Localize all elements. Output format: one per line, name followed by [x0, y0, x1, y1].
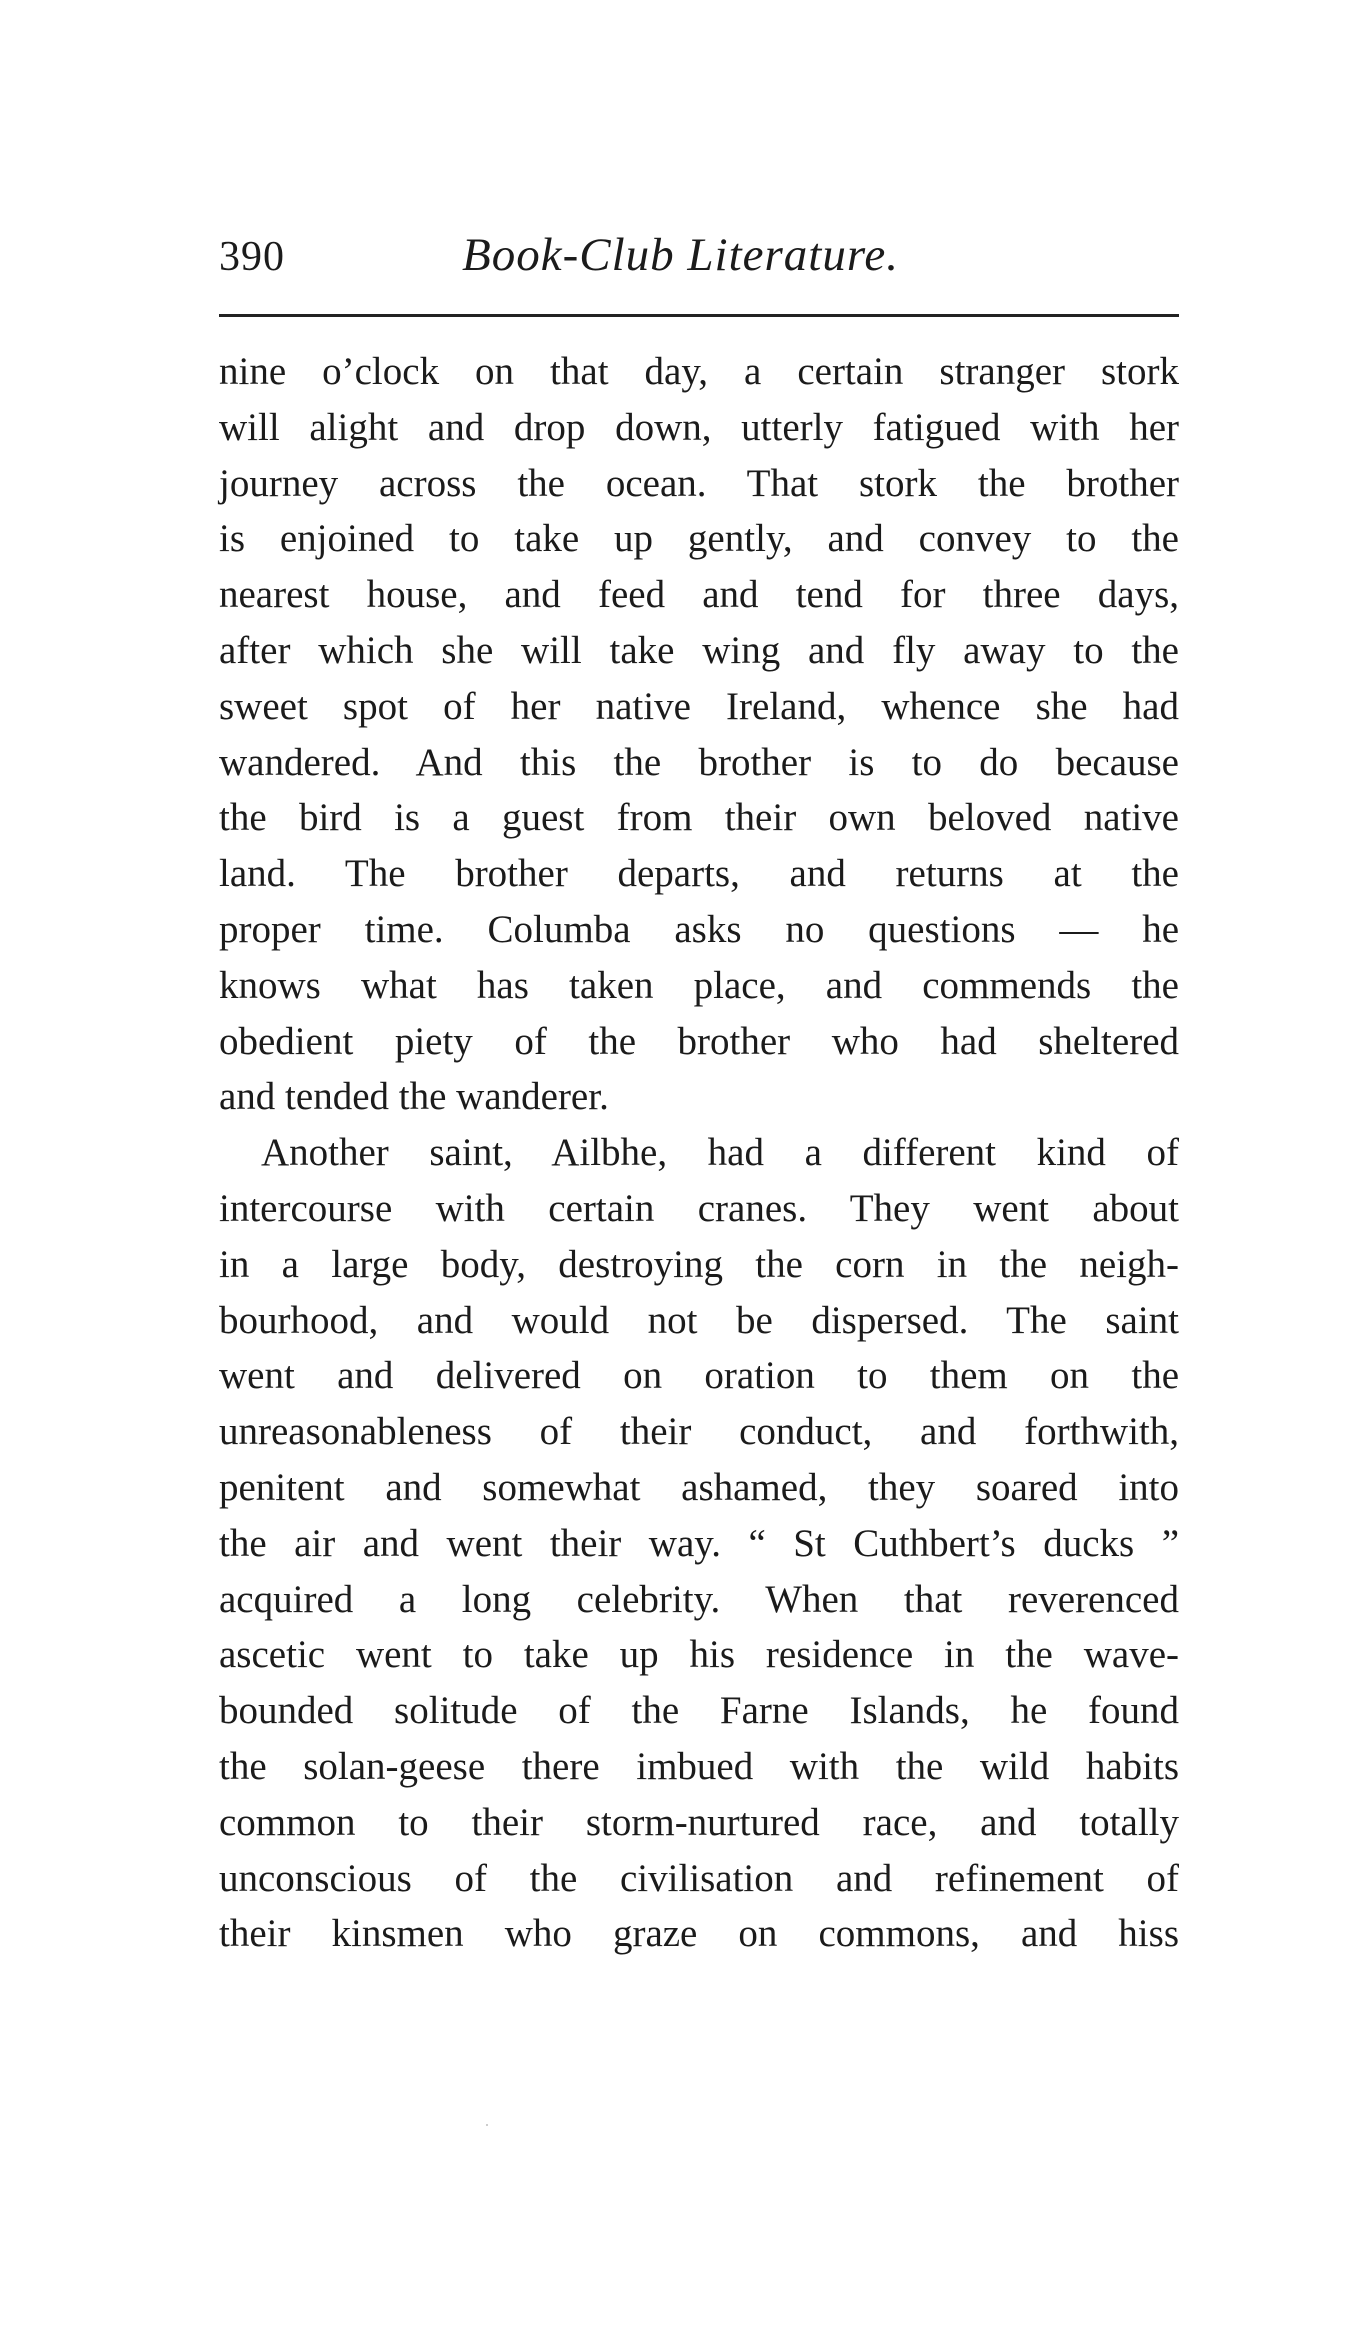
- text-line: unreasonableness of their conduct, and forthwith,: [219, 1410, 1179, 1454]
- paragraph-cranes: [219, 1125, 1179, 1962]
- text-line: nearest house, and feed and tend for three days,: [219, 573, 1179, 617]
- text-line: nine o’clock on that day, a certain stranger stork: [219, 350, 1179, 393]
- header-rule: [219, 314, 1179, 317]
- text-line: their kinsmen who graze on commons, and hiss: [219, 1912, 1179, 1956]
- text-line: in a large body, destroying the corn in the neigh-: [219, 1242, 1179, 1286]
- paragraph-stork: [219, 344, 1179, 1125]
- text-line: is enjoined to take up gently, and convey to the: [219, 517, 1179, 561]
- text-line: sweet spot of her native Ireland, whence she had: [219, 684, 1179, 728]
- text-line: ascetic went to take up his residence in the wave-: [219, 1633, 1179, 1677]
- text-line: penitent and somewhat ashamed, they soared into: [219, 1465, 1179, 1509]
- text-line: will alight and drop down, utterly fatigued with her: [219, 405, 1179, 449]
- page-number: 390: [219, 234, 285, 280]
- page-header: [219, 229, 1179, 304]
- text-line: bourhood, and would not be dispersed. The saint: [219, 1298, 1179, 1342]
- text-line: bounded solitude of the Farne Islands, he found: [219, 1689, 1179, 1733]
- text-line: went and delivered on oration to them on the: [219, 1354, 1179, 1398]
- text-line: the bird is a guest from their own beloved native: [219, 796, 1179, 840]
- body-text: [219, 344, 1179, 1962]
- text-line: after which she will take wing and fly away to the: [219, 628, 1179, 672]
- text-line: the air and went their way. “ St Cuthbert’s ducks ”: [219, 1521, 1179, 1565]
- text-line: common to their storm-nurtured race, and totally: [219, 1800, 1179, 1844]
- text-line: unconscious of the civilisation and refinement of: [219, 1856, 1179, 1900]
- paper-speck: [486, 2124, 488, 2126]
- text-line: proper time. Columba asks no questions — he: [219, 907, 1179, 951]
- text-line: intercourse with certain cranes. They went about: [219, 1186, 1179, 1230]
- text-line: and tended the wanderer.: [219, 1075, 609, 1119]
- text-line: knows what has taken place, and commends the: [219, 963, 1179, 1007]
- text-line: Another saint, Ailbhe, had a different kind of: [261, 1131, 1179, 1175]
- text-line: obedient piety of the brother who had sheltered: [219, 1019, 1179, 1063]
- text-line: journey across the ocean. That stork the brother: [219, 461, 1179, 505]
- text-line: the solan-geese there imbued with the wild habits: [219, 1744, 1179, 1788]
- text-line: wandered. And this the brother is to do because: [219, 740, 1179, 784]
- text-line: land. The brother departs, and returns at the: [219, 852, 1179, 896]
- running-title: Book-Club Literature.: [462, 229, 900, 281]
- text-line: acquired a long celebrity. When that reverenced: [219, 1577, 1179, 1621]
